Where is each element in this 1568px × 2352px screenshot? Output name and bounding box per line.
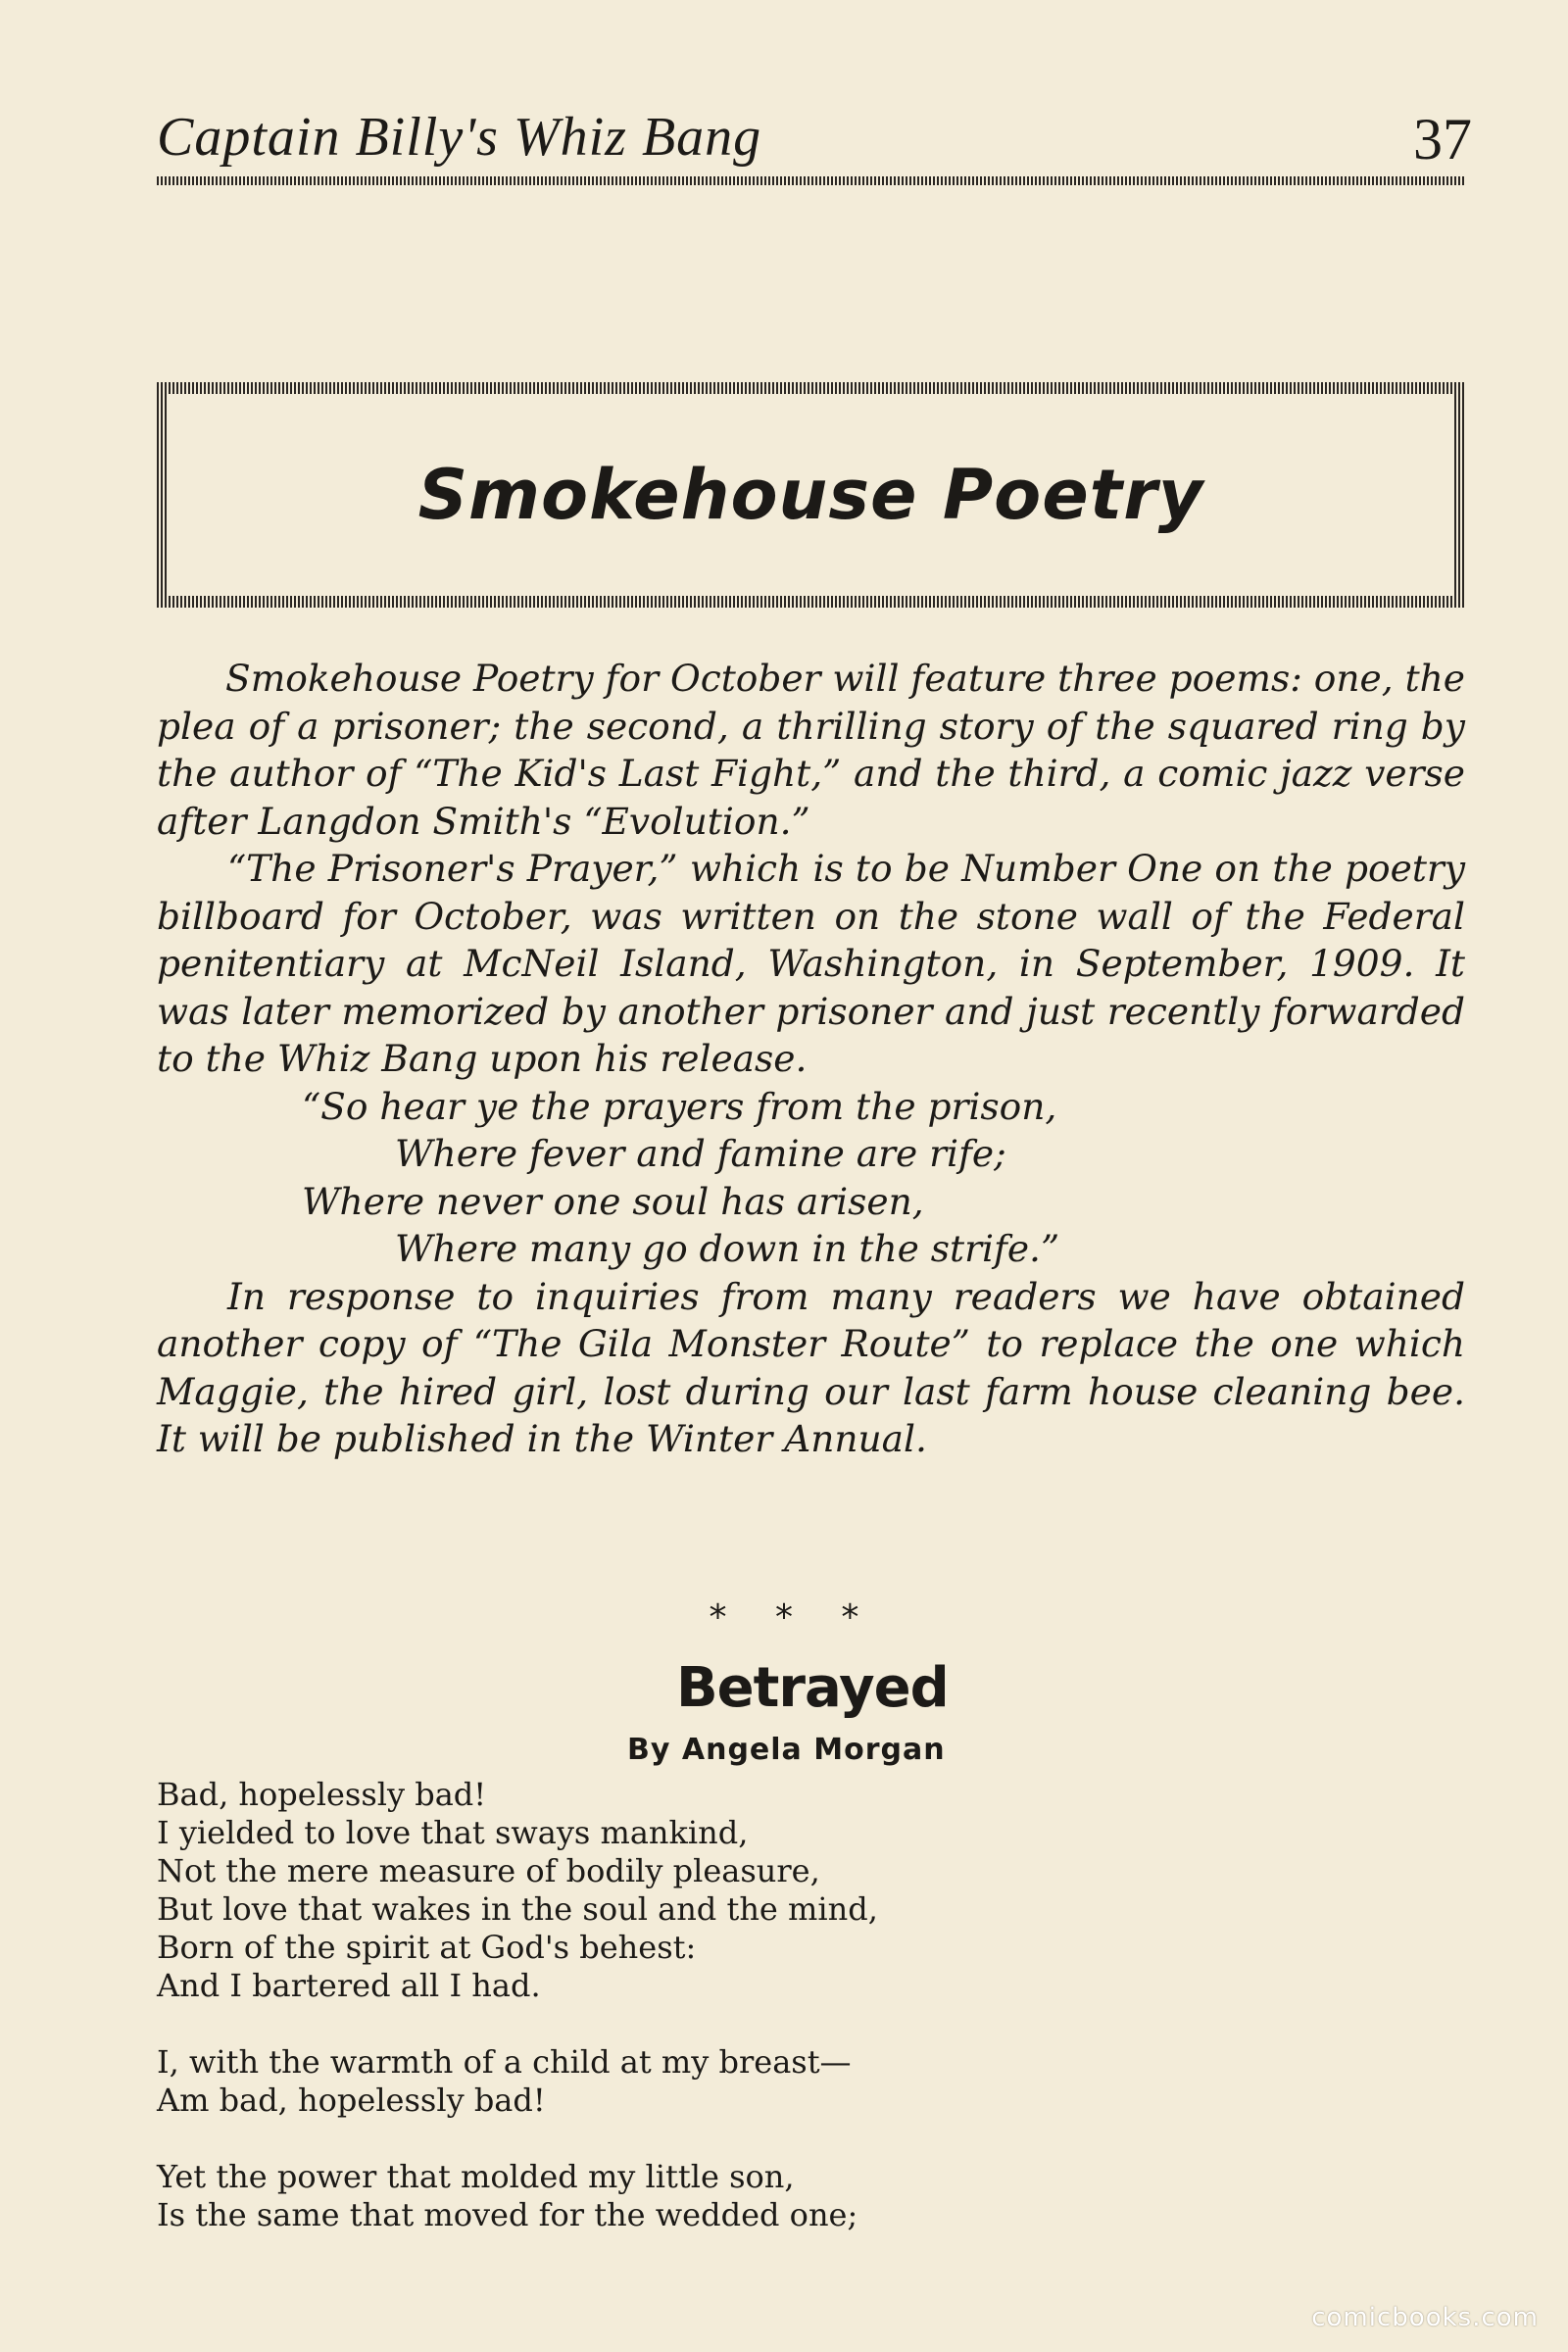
site-watermark: comicbooks.com xyxy=(1311,2303,1539,2332)
poem-title: Betrayed xyxy=(676,1656,949,1720)
article-body xyxy=(157,655,1465,1463)
stanza-break xyxy=(157,2120,1333,2158)
quote-line: “So hear ye the prayers from the prison, xyxy=(302,1084,1057,1128)
poem-line: Is the same that moved for the wedded one; xyxy=(157,2196,858,2233)
section-title: Smokehouse Poetry xyxy=(417,455,1204,535)
section-banner xyxy=(157,382,1465,608)
poem-line: And I bartered all I had. xyxy=(157,1967,541,2004)
section-separator: * * * xyxy=(709,1597,859,1638)
poem-line: I, with the warmth of a child at my breast— xyxy=(157,2043,852,2081)
stanza-break xyxy=(157,2005,1333,2043)
poem-byline: By Angela Morgan xyxy=(627,1733,946,1767)
poem-line: Yet the power that molded my little son, xyxy=(157,2158,795,2195)
section-banner-inner xyxy=(169,394,1453,596)
poem-line: Bad, hopelessly bad! xyxy=(157,1776,487,1813)
prison-quote xyxy=(157,1083,1465,1273)
poem-line: Not the mere measure of bodily pleasure, xyxy=(157,1852,820,1889)
quote-line: Where many go down in the strife.” xyxy=(395,1227,1060,1270)
quote-line: Where fever and famine are rife; xyxy=(395,1132,1006,1175)
header-rule xyxy=(157,176,1465,185)
article-paragraph: Smokehouse Poetry for October will feature three poems: one, the plea of a prisoner; the second, a thrilling story of the squared ring by the author of “The Kid's Last Fight,” and the third, a comic jazz verse after Langdon Smith's “Evolution.” xyxy=(157,657,1465,843)
article-paragraph: “The Prisoner's Prayer,” which is to be Number One on the poetry billboard for October, was written on the stone wall of the Federal penitentiary at McNeil Island, Washington, in September, 1909. It was later memorized by another prisoner and just recently forwarded to the Whiz Bang upon his release. xyxy=(157,847,1465,1080)
page-number: 37 xyxy=(1413,107,1472,172)
running-title: Captain Billy's Whiz Bang xyxy=(157,107,762,168)
article-paragraph: In response to inquiries from many readers we have obtained another copy of “The Gila Monster Route” to replace the one which Maggie, the hired girl, lost during our last farm house cleaning bee. It will be published in the Winter Annual. xyxy=(157,1274,1465,1460)
poem-line: Born of the spirit at God's behest: xyxy=(157,1929,697,1966)
poem-line: I yielded to love that sways mankind, xyxy=(157,1814,749,1851)
poem-line: But love that wakes in the soul and the mind, xyxy=(157,1890,878,1928)
poem-body xyxy=(157,1776,1333,2234)
quote-line: Where never one soul has arisen, xyxy=(302,1179,924,1223)
poem-line: Am bad, hopelessly bad! xyxy=(157,2082,546,2119)
